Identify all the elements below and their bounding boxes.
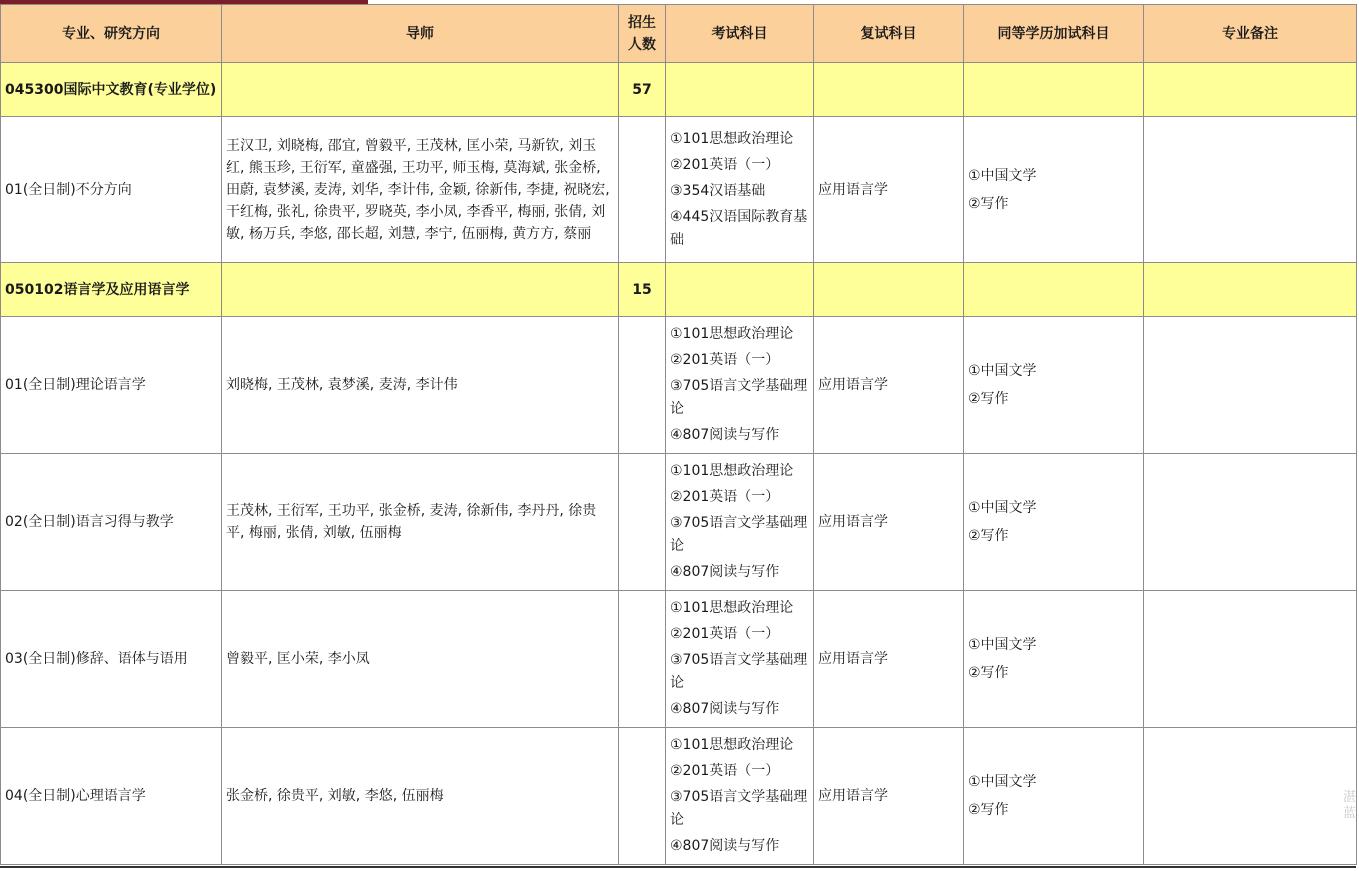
major-row	[1, 63, 1357, 117]
admissions-table	[0, 4, 1357, 865]
direction-name: 01(全日制)理论语言学	[1, 317, 222, 454]
direction-extra	[964, 591, 1144, 728]
header-advisor: 导师	[222, 5, 619, 63]
extra-subject: ②写作	[968, 802, 1009, 818]
direction-exam	[666, 728, 814, 865]
direction-exam	[666, 454, 814, 591]
exam-subject: ②201英语（一）	[670, 626, 780, 642]
direction-note	[1144, 317, 1357, 454]
direction-exam	[666, 317, 814, 454]
direction-retest: 应用语言学	[814, 591, 964, 728]
exam-subject: ③705语言文学基础理论	[670, 789, 808, 828]
exam-subject: ④807阅读与写作	[670, 564, 780, 580]
header-extra: 同等学历加试科目	[964, 5, 1144, 63]
major-extra-cell	[964, 63, 1144, 117]
direction-row	[1, 728, 1357, 865]
header-note: 专业备注	[1144, 5, 1357, 63]
direction-name: 01(全日制)不分方向	[1, 117, 222, 263]
direction-row	[1, 591, 1357, 728]
major-title: 045300国际中文教育(专业学位)	[1, 63, 222, 117]
header-enroll-line1: 招生	[628, 14, 656, 31]
exam-subject: ④445汉语国际教育基础	[670, 208, 808, 248]
direction-retest: 应用语言学	[814, 117, 964, 263]
direction-name: 02(全日制)语言习得与教学	[1, 454, 222, 591]
direction-exam	[666, 117, 814, 263]
exam-subject: ③705语言文学基础理论	[670, 652, 808, 691]
direction-note	[1144, 117, 1357, 263]
direction-row	[1, 117, 1357, 263]
direction-retest: 应用语言学	[814, 317, 964, 454]
exam-subject: ①101思想政治理论	[670, 130, 794, 147]
extra-subject: ②写作	[968, 195, 1009, 212]
extra-subject: ②写作	[968, 391, 1009, 407]
major-extra-cell	[964, 263, 1144, 317]
exam-subject: ①101思想政治理论	[670, 463, 794, 479]
exam-subject: ③354汉语基础	[670, 182, 766, 199]
header-enroll	[619, 5, 666, 63]
major-retest-cell	[814, 263, 964, 317]
extra-subject: ①中国文学	[968, 363, 1037, 379]
direction-advisors: 王茂林, 王衍军, 王功平, 张金桥, 麦涛, 徐新伟, 李丹丹, 徐贵平, 梅丽, 张倩, 刘敏, 伍丽梅	[222, 454, 619, 591]
exam-subject: ②201英语（一）	[670, 156, 780, 173]
direction-retest: 应用语言学	[814, 728, 964, 865]
extra-subject: ②写作	[968, 665, 1009, 681]
header-exam: 考试科目	[666, 5, 814, 63]
major-note-cell	[1144, 263, 1357, 317]
major-exam-cell	[666, 63, 814, 117]
exam-subject: ①101思想政治理论	[670, 326, 794, 342]
direction-enroll	[619, 591, 666, 728]
direction-retest: 应用语言学	[814, 454, 964, 591]
major-advisor-cell	[222, 263, 619, 317]
exam-subject: ③705语言文学基础理论	[670, 378, 808, 417]
watermark: 湛蓝	[1343, 790, 1357, 821]
extra-subject: ①中国文学	[968, 774, 1037, 790]
direction-extra	[964, 454, 1144, 591]
direction-note	[1144, 454, 1357, 591]
exam-subject: ④807阅读与写作	[670, 427, 780, 443]
major-enroll: 15	[619, 263, 666, 317]
major-exam-cell	[666, 263, 814, 317]
major-retest-cell	[814, 63, 964, 117]
major-note-cell	[1144, 63, 1357, 117]
direction-advisors: 刘晓梅, 王茂林, 袁梦溪, 麦涛, 李计伟	[222, 317, 619, 454]
direction-row	[1, 317, 1357, 454]
exam-subject: ①101思想政治理论	[670, 600, 794, 616]
exam-subject: ②201英语（一）	[670, 489, 780, 505]
direction-note	[1144, 728, 1357, 865]
major-title: 050102语言学及应用语言学	[1, 263, 222, 317]
direction-enroll	[619, 117, 666, 263]
exam-subject: ②201英语（一）	[670, 763, 780, 779]
direction-advisors: 张金桥, 徐贵平, 刘敏, 李悠, 伍丽梅	[222, 728, 619, 865]
direction-name: 03(全日制)修辞、语体与语用	[1, 591, 222, 728]
header-enroll-line2: 人数	[628, 36, 656, 53]
direction-advisors: 王汉卫, 刘晓梅, 邵宜, 曾毅平, 王茂林, 匡小荣, 马新钦, 刘玉红, 熊玉珍, 王衍军, 童盛强, 王功平, 师玉梅, 莫海斌, 张金桥, 田蔚, 袁梦溪, 麦涛, 刘华, 李计伟, 金颖, 徐新伟, 李捷, 祝晓宏, 干红梅, 张礼, 徐贵平, 罗晓英, 李小凤, 李香平, 梅丽, 张倩, 刘敏, 杨万兵, 李悠, 邵长超, 刘慧, 李宁, 伍丽梅, 黄方方, 蔡丽	[222, 117, 619, 263]
direction-enroll	[619, 728, 666, 865]
direction-extra	[964, 728, 1144, 865]
exam-subject: ②201英语（一）	[670, 352, 780, 368]
extra-subject: ①中国文学	[968, 500, 1037, 516]
direction-name: 04(全日制)心理语言学	[1, 728, 222, 865]
header-retest: 复试科目	[814, 5, 964, 63]
direction-enroll	[619, 317, 666, 454]
exam-subject: ③705语言文学基础理论	[670, 515, 808, 554]
direction-row	[1, 454, 1357, 591]
major-row	[1, 263, 1357, 317]
major-advisor-cell	[222, 63, 619, 117]
extra-subject: ①中国文学	[968, 637, 1037, 653]
direction-extra	[964, 117, 1144, 263]
direction-exam	[666, 591, 814, 728]
bottom-border	[0, 866, 1356, 868]
exam-subject: ④807阅读与写作	[670, 701, 780, 717]
exam-subject: ①101思想政治理论	[670, 737, 794, 753]
direction-extra	[964, 317, 1144, 454]
direction-enroll	[619, 454, 666, 591]
extra-subject: ②写作	[968, 528, 1009, 544]
extra-subject: ①中国文学	[968, 167, 1037, 184]
direction-note	[1144, 591, 1357, 728]
exam-subject: ④807阅读与写作	[670, 838, 780, 854]
header-major: 专业、研究方向	[1, 5, 222, 63]
direction-advisors: 曾毅平, 匡小荣, 李小凤	[222, 591, 619, 728]
major-enroll: 57	[619, 63, 666, 117]
header-row	[1, 5, 1357, 63]
